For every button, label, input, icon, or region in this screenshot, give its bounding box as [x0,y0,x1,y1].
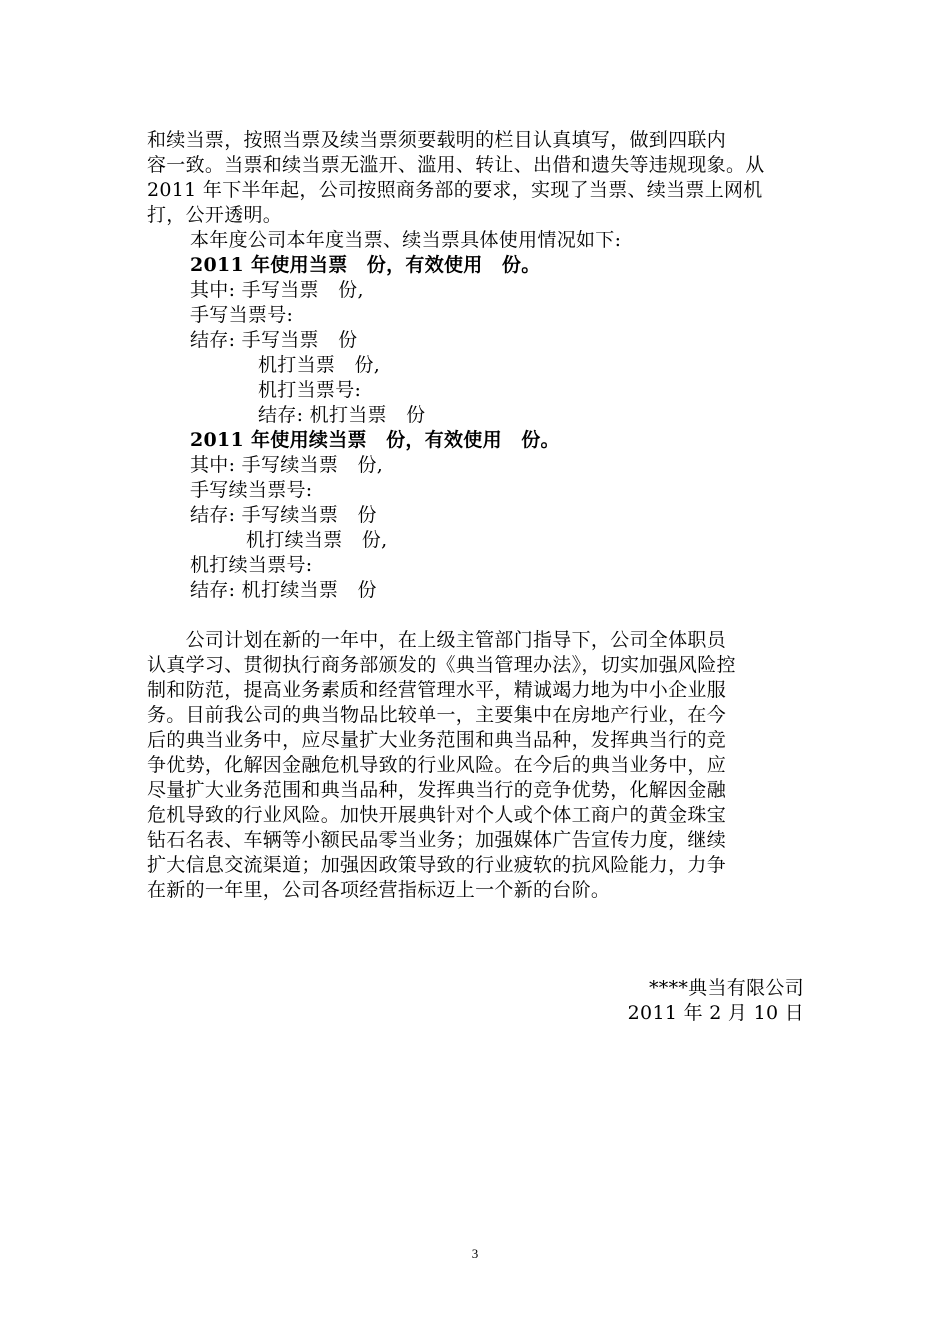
plan-line: 尽量扩大业务范围和典当品种，发挥典当行的竞争优势，化解因金融 [147,779,727,801]
plan-line: 制和防范，提高业务素质和经营管理水平，精诚竭力地为中小企业服 [147,679,727,701]
pawn-ticket-title: 2011 年使用当票 份，有效使用 份。 [190,254,541,276]
renewal-ticket-line: 机打续当票 份, [246,529,388,551]
plan-line: 后的典当业务中，应尽量扩大业务范围和典当品种，发挥典当行的竞 [147,729,727,751]
renewal-ticket-line: 结存: 机打续当票 份 [190,579,377,601]
signature-date: 2011 年 2 月 10 日 [627,1002,804,1024]
usage-heading: 本年度公司本年度当票、续当票具体使用情况如下: [190,229,622,251]
plan-line: 在新的一年里，公司各项经营指标迈上一个新的台阶。 [147,879,611,901]
renewal-ticket-line: 结存: 手写续当票 份 [190,504,377,526]
pawn-ticket-line: 其中: 手写当票 份, [190,279,364,301]
plan-line: 扩大信息交流渠道；加强因政策导致的行业疲软的抗风险能力，力争 [147,854,727,876]
intro-line: 和续当票，按照当票及续当票须要载明的栏目认真填写，做到四联内 [147,129,727,151]
intro-line: 2011 年下半年起，公司按照商务部的要求，实现了当票、续当票上网机 [147,179,763,201]
plan-line: 钻石名表、车辆等小额民品零当业务；加强媒体广告宣传力度，继续 [147,829,727,851]
renewal-ticket-line: 其中: 手写续当票 份, [190,454,384,476]
plan-line: 认真学习、贯彻执行商务部颁发的《典当管理办法》，切实加强风险控 [147,654,736,676]
page-number: 3 [471,1246,479,1261]
company-signature: ****典当有限公司 [648,977,804,999]
plan-line: 争优势，化解因金融危机导致的行业风险。在今后的典当业务中，应 [147,754,727,776]
renewal-ticket-line: 机打续当票号: [190,554,313,576]
plan-line: 公司计划在新的一年中，在上级主管部门指导下，公司全体职员 [147,629,727,651]
pawn-ticket-line: 机打当票号: [258,379,362,401]
pawn-ticket-line: 机打当票 份, [258,354,381,376]
pawn-ticket-line: 结存: 机打当票 份 [258,404,426,426]
intro-line: 容一致。当票和续当票无滥开、滥用、转让、出借和遗失等违规现象。从 [147,154,765,176]
plan-line: 危机导致的行业风险。加快开展典针对个人或个体工商户的黄金珠宝 [147,804,727,826]
pawn-ticket-line: 手写当票号: [190,304,294,326]
plan-line: 务。目前我公司的典当物品比较单一，主要集中在房地产行业，在今 [147,704,727,726]
renewal-ticket-title: 2011 年使用续当票 份，有效使用 份。 [190,429,560,451]
intro-line: 打，公开透明。 [147,204,283,226]
renewal-ticket-line: 手写续当票号: [190,479,313,501]
pawn-ticket-line: 结存: 手写当票 份 [190,329,358,351]
